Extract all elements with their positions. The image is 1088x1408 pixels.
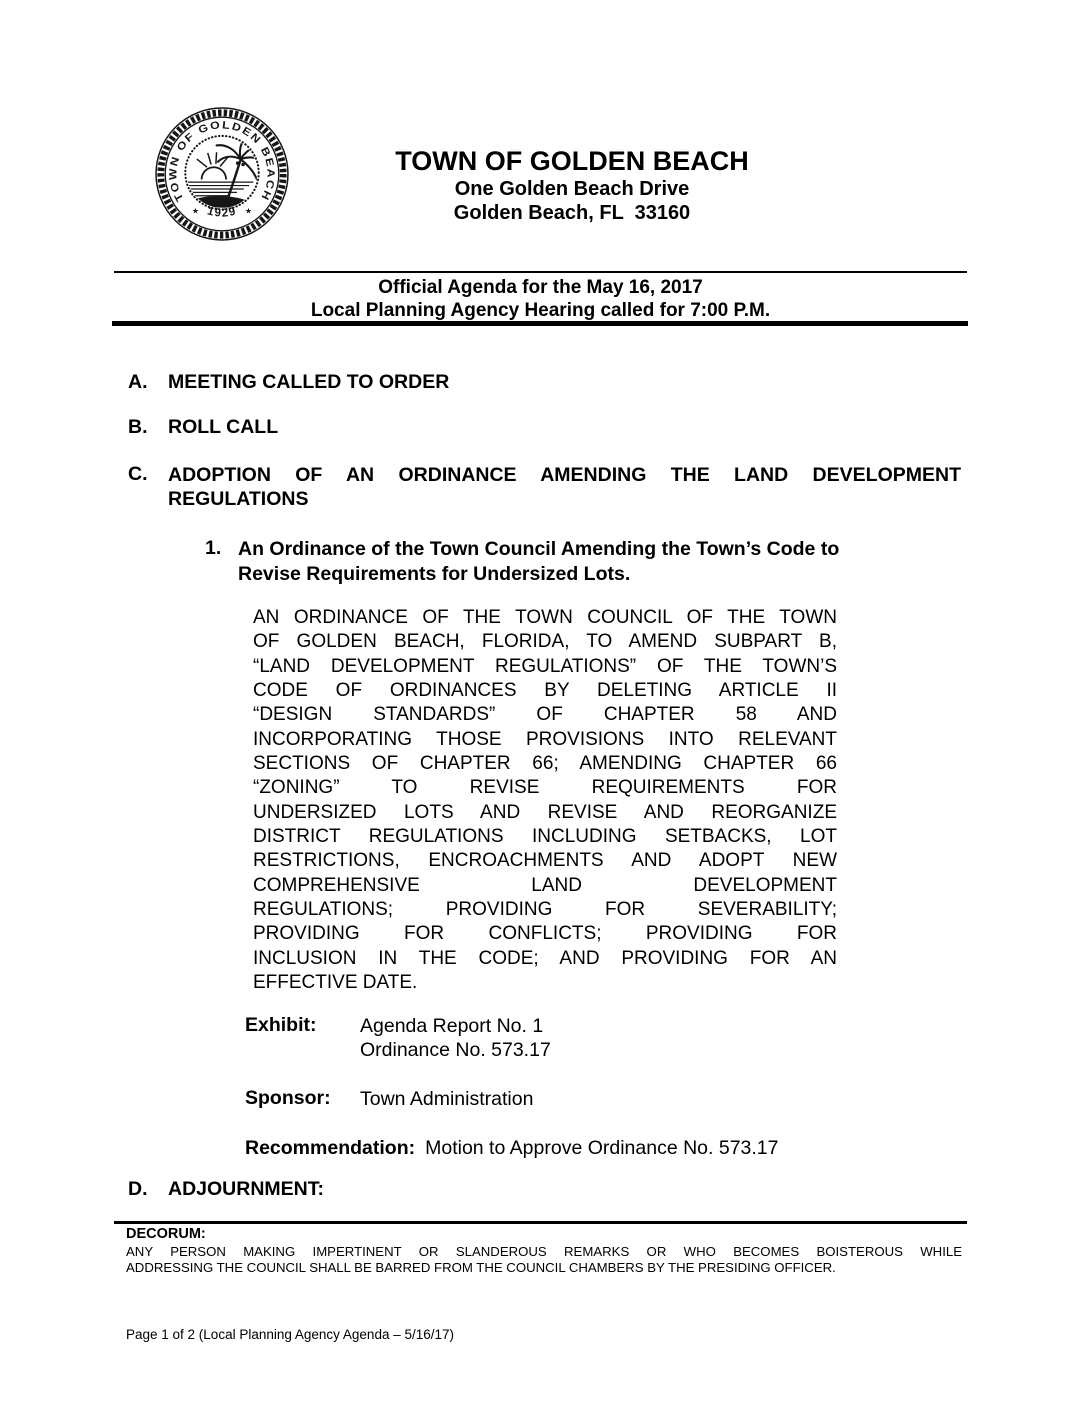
decorum-text-line: ANY PERSON MAKING IMPERTINENT OR SLANDEROUS REMARKS OR WHO BECOMES BOISTEROUS WHILE bbox=[126, 1244, 962, 1259]
banner-bottom-rule bbox=[112, 321, 968, 326]
seal-year-text: 1929 bbox=[205, 205, 239, 220]
sub-item-1-number: 1. bbox=[205, 537, 222, 559]
exhibit-values bbox=[360, 1014, 551, 1063]
ordinance-summary-line: “ZONING” TO REVISE REQUIREMENTS FOR bbox=[253, 777, 837, 799]
ordinance-summary-line: RESTRICTIONS, ENCROACHMENTS AND ADOPT NEW bbox=[253, 850, 837, 872]
star-right-icon: ★ bbox=[244, 206, 253, 216]
ordinance-summary-line: CODE OF ORDINANCES BY DELETING ARTICLE II bbox=[253, 680, 837, 702]
sponsor-value: Town Administration bbox=[360, 1088, 534, 1110]
address-line-1: One Golden Beach Drive bbox=[454, 178, 690, 200]
exhibit-value: Ordinance No. 573.17 bbox=[360, 1039, 551, 1062]
town-seal-logo bbox=[154, 106, 290, 242]
banner-line-2: Local Planning Agency Hearing called for 7:00 P.M. bbox=[310, 300, 771, 321]
exhibit-label: Exhibit: bbox=[245, 1014, 317, 1036]
palm-trunk-icon bbox=[226, 160, 240, 202]
ordinance-summary bbox=[253, 606, 837, 996]
item-a-letter: A. bbox=[128, 371, 148, 393]
sea-lines-icon bbox=[187, 182, 254, 196]
page-title: TOWN OF GOLDEN BEACH bbox=[395, 146, 749, 176]
ordinance-summary-line: DISTRICT REGULATIONS INCLUDING SETBACKS, LOT bbox=[253, 826, 837, 848]
sub-item-1-title-line: Revise Requirements for Undersized Lots. bbox=[238, 562, 631, 585]
ordinance-summary-line: SECTIONS OF CHAPTER 66; AMENDING CHAPTER 66 bbox=[253, 753, 837, 775]
page-footer: Page 1 of 2 (Local Planning Agency Agenda – 5/16/17) bbox=[126, 1327, 455, 1342]
address-line-2: Golden Beach, FL 33160 bbox=[453, 202, 691, 224]
item-a-title: MEETING CALLED TO ORDER bbox=[168, 371, 450, 393]
decorum-text-line: ADDRESSING THE COUNCIL SHALL BE BARRED FROM THE COUNCIL CHAMBERS BY THE PRESIDING OFFICER. bbox=[126, 1259, 836, 1275]
ordinance-summary-line: INCORPORATING THOSE PROVISIONS INTO RELEVANT bbox=[253, 728, 837, 750]
exhibit-value: Agenda Report No. 1 bbox=[360, 1015, 544, 1037]
document-header bbox=[322, 146, 822, 225]
agenda-banner bbox=[114, 276, 967, 322]
recommendation-value: Motion to Approve Ordinance No. 573.17 bbox=[425, 1137, 779, 1159]
sub-item-1-title bbox=[238, 537, 918, 586]
ordinance-summary-line: COMPREHENSIVE LAND DEVELOPMENT bbox=[253, 874, 837, 896]
ordinance-summary-line: “LAND DEVELOPMENT REGULATIONS” OF THE TOWN’S bbox=[253, 655, 837, 677]
sun-icon bbox=[202, 167, 226, 179]
decorum-heading: DECORUM: bbox=[126, 1226, 206, 1242]
ordinance-summary-line: OF GOLDEN BEACH, FLORIDA, TO AMEND SUBPART B, bbox=[253, 631, 837, 653]
star-left-icon: ★ bbox=[191, 206, 200, 216]
sponsor-label: Sponsor: bbox=[245, 1087, 331, 1109]
item-b-letter: B. bbox=[128, 416, 148, 438]
item-c-title bbox=[168, 463, 961, 511]
item-d-title: ADJOURNMENT: bbox=[168, 1178, 324, 1200]
ordinance-summary-line: “DESIGN STANDARDS” OF CHAPTER 58 AND bbox=[253, 704, 837, 726]
item-c-title-line: REGULATIONS bbox=[168, 488, 309, 511]
seal-ring-text: TOWN OF GOLDEN BEACH bbox=[167, 119, 277, 204]
item-b-title: ROLL CALL bbox=[168, 416, 279, 438]
coconut-icon bbox=[236, 161, 240, 165]
decorum-rule bbox=[114, 1221, 967, 1224]
item-c-title-line: ADOPTION OF AN ORDINANCE AMENDING THE LAND DEVELOPMENT bbox=[168, 464, 961, 486]
coconut-icon bbox=[241, 163, 245, 167]
banner-line-1: Official Agenda for the May 16, 2017 bbox=[378, 277, 703, 298]
ordinance-summary-line: PROVIDING FOR CONFLICTS; PROVIDING FOR bbox=[253, 923, 837, 945]
sun-rays-icon bbox=[197, 152, 228, 167]
ordinance-summary-line: REGULATIONS; PROVIDING FOR SEVERABILITY; bbox=[253, 899, 837, 921]
decorum-text bbox=[126, 1244, 962, 1276]
ordinance-summary-line: EFFECTIVE DATE. bbox=[253, 972, 418, 994]
sub-item-1-title-line: An Ordinance of the Town Council Amending the Town’s Code to bbox=[238, 538, 840, 560]
banner-top-rule bbox=[114, 271, 967, 273]
ordinance-summary-line: AN ORDINANCE OF THE TOWN COUNCIL OF THE TOWN bbox=[253, 607, 837, 628]
item-d-letter: D. bbox=[128, 1178, 148, 1200]
recommendation-label: Recommendation: bbox=[245, 1137, 416, 1159]
recommendation-row bbox=[245, 1137, 779, 1160]
item-c-letter: C. bbox=[128, 463, 148, 485]
ordinance-summary-line: UNDERSIZED LOTS AND REVISE AND REORGANIZE bbox=[253, 801, 837, 823]
ordinance-summary-line: INCLUSION IN THE CODE; AND PROVIDING FOR AN bbox=[253, 947, 837, 969]
